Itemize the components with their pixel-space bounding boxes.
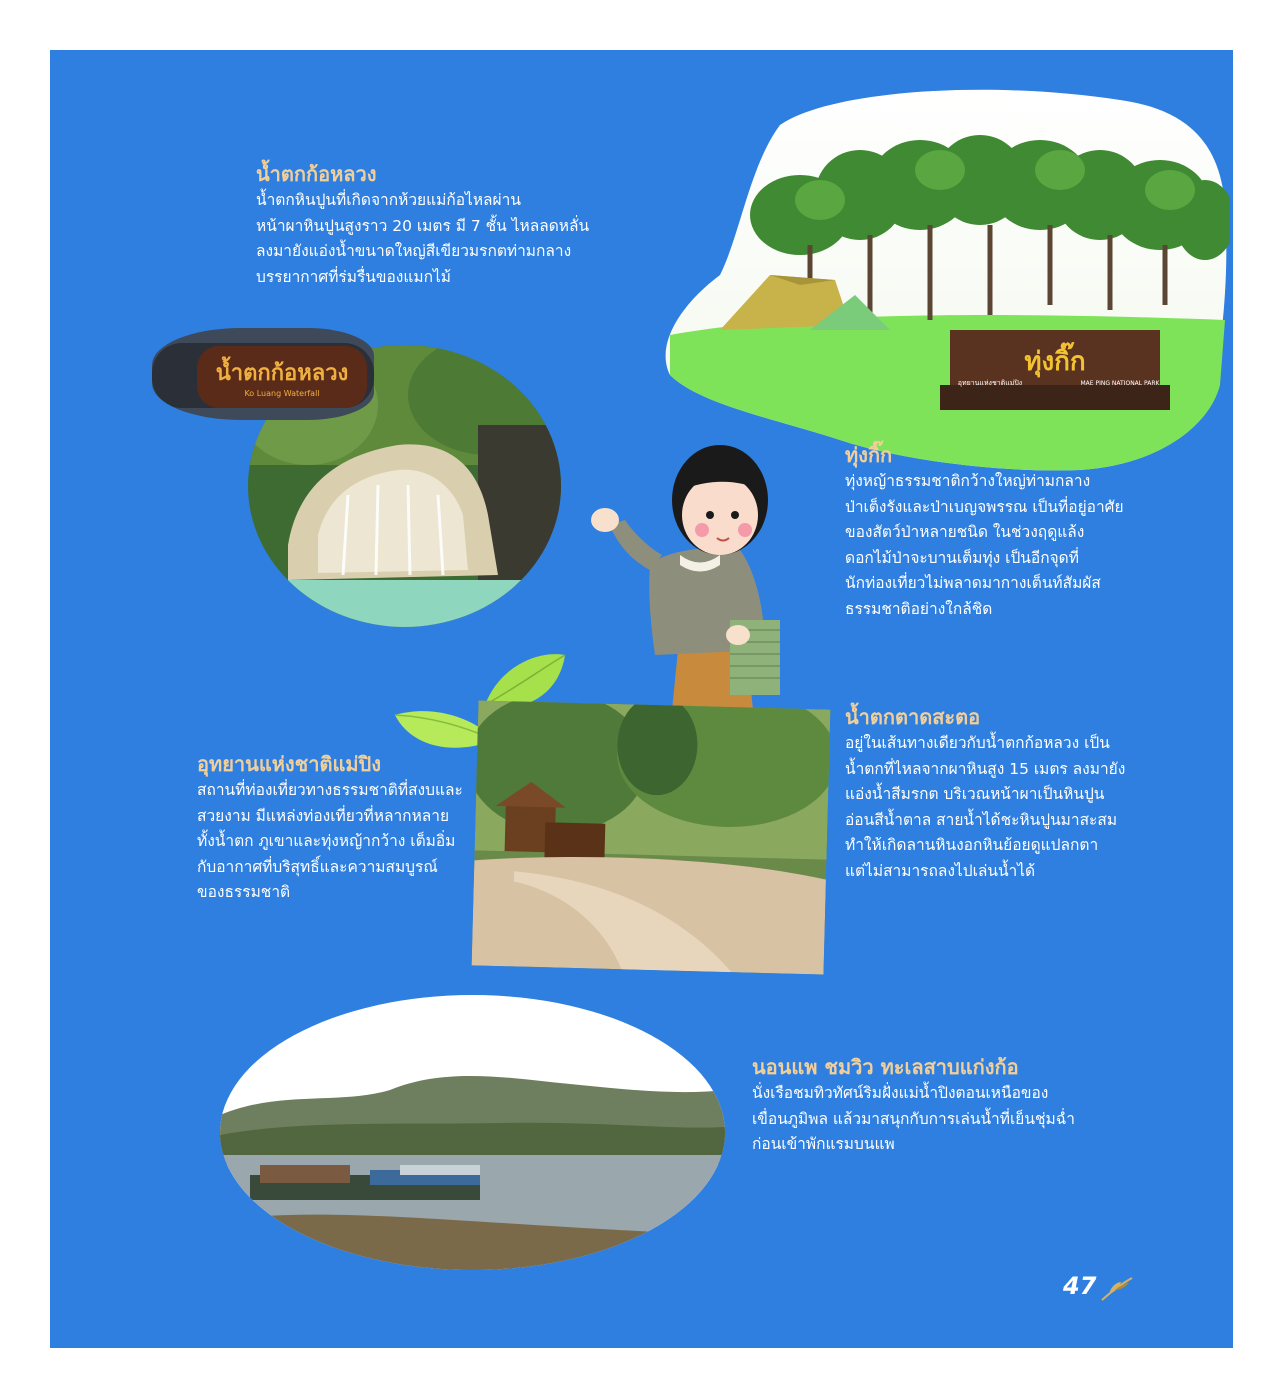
section-tat-sato-waterfall [845,705,1225,884]
waterfall-sign-text: น้ำตกก้อหลวง [215,361,349,386]
section-body: น้ำตกหินปูนที่เกิดจากห้วยแม่ก้อไหลผ่าน หน้าผาหินปูนสูงราว 20 เมตร มี 7 ชั้น ไหลลดหลั่น ลงมายังแอ่งน้ำขนาดใหญ่สีเขียวมรกตท่ามกลาง บรรยากาศที่ร่มรื่นของแมกไม้ [256,191,590,286]
lake-raft-photo [220,995,725,1270]
section-title: นอนแพ ชมวิว ทะเลสาบแก่งก้อ [752,1055,1019,1079]
waterfall-sign-en-text: Ko Luang Waterfall [244,389,320,398]
meadow-illustration [660,85,1230,475]
section-mae-ping-national-park [197,752,482,906]
section-ko-luang-waterfall [256,162,636,290]
section-body: อยู่ในเส้นทางเดียวกับน้ำตกก้อหลวง เป็น น้ำตกที่ไหลจากผาหินสูง 15 เมตร ลงมายัง แอ่งน้ำสีมรกต บริเวณหน้าผาเป็นหินปูน อ่อนสีน้ำตาล สายน้ำได้ชะหินปูนมาสะสม ทำให้เกิดลานหินงอกหินย้อยดูแปลกตา แต่ไม่สามารถลงไปเล่นน้ำได้ [845,734,1126,880]
section-kaeng-ko-lake [752,1055,1172,1158]
section-body: ทุ่งหญ้าธรรมชาติกว้างใหญ่ท่ามกลาง ป่าเต็งรังและป่าเบญจพรรณ เป็นที่อยู่อาศัย ของสัตว์ป่าหลายชนิด ในช่วงฤดูแล้ง ดอกไม้ป่าจะบานเต็มทุ่ง เป็นอีกจุดที่ นักท่องเที่ยวไม่พลาดมากางเต็นท์สัมผัส ธรรมชาติอย่างใกล้ชิด [845,472,1124,618]
meadow-sign-en-text: MAE PING NATIONAL PARK [1080,380,1160,387]
meadow-sign-text: ทุ่งกิ๊ก [1024,347,1086,377]
meadow-sign-small-text: อุทยานแห่งชาติแม่ปิง [957,379,1023,387]
waterfall-sign-photo [152,328,374,420]
section-title: น้ำตกตาดสะตอ [845,705,981,729]
section-thung-kik [845,443,1215,622]
feather-icon [1099,1274,1135,1304]
page-number: 47 [1063,1272,1097,1300]
section-body: นั่งเรือชมทิวทัศน์ริมฝั่งแม่น้ำปิงตอนเหนือของ เขื่อนภูมิพล แล้วมาสนุกกับการเล่นน้ำที่เย็นชุ่มฉ่ำ ก่อนเข้าพักแรมบนแพ [752,1084,1075,1153]
page-number-area [1063,1272,1143,1308]
section-title: ทุ่งกิ๊ก [845,443,893,467]
park-entrance-photo [472,700,831,974]
girl-illustration [570,430,830,730]
section-title: น้ำตกก้อหลวง [256,162,377,186]
section-title: อุทยานแห่งชาติแม่ปิง [197,752,381,776]
page-background [50,50,1233,1348]
section-body: สถานที่ท่องเที่ยวทางธรรมชาติที่สงบและ สวยงาม มีแหล่งท่องเที่ยวที่หลากหลาย ทั้งน้ำตก ภูเขาและทุ่งหญ้ากว้าง เต็มอิ่ม กับอากาศที่บริสุทธิ์และความสมบูรณ์ ของธรรมชาติ [197,781,463,901]
